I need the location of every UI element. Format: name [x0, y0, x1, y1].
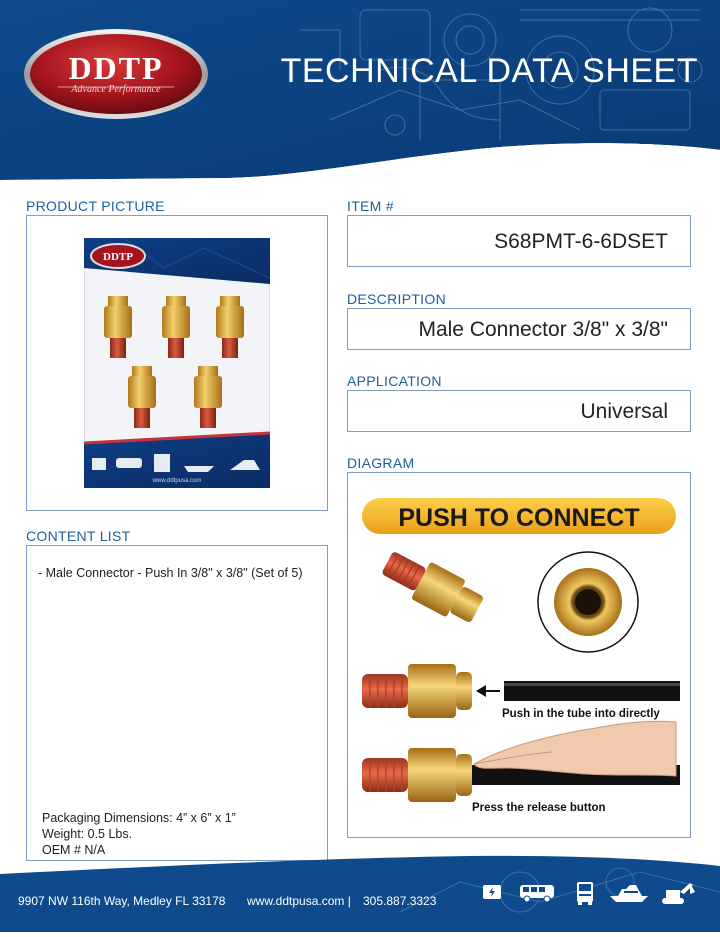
truck-icon [574, 880, 596, 906]
logo-subtext: Advance Performance [71, 84, 161, 95]
content-list-label: CONTENT LIST [26, 528, 131, 544]
description-label: DESCRIPTION [347, 291, 446, 307]
yacht-icon [608, 884, 650, 904]
logo-text: DDTP [68, 50, 164, 86]
generator-icon [480, 880, 504, 904]
oem-number: OEM # N/A [42, 843, 106, 857]
packaging-dimensions: Packaging Dimensions: 4” x 6” x 1” [42, 811, 236, 825]
application-value: Universal [347, 390, 691, 432]
footer-phone[interactable]: 305.887.3323 [363, 894, 437, 908]
diagram-banner-text: PUSH TO CONNECT [398, 504, 640, 532]
footer-address: 9907 NW 116th Way, Medley FL 33178 [18, 894, 226, 908]
bag-website: www.ddtpusa.com [152, 478, 202, 484]
item-label: ITEM # [347, 198, 394, 214]
excavator-icon [660, 880, 696, 906]
application-label: APPLICATION [347, 373, 442, 389]
bus-icon [518, 882, 556, 904]
push-caption: Push in the tube into directly [502, 708, 660, 720]
release-caption: Press the release button [472, 802, 606, 814]
weight: Weight: 0.5 Lbs. [42, 827, 133, 841]
item-number-value: S68PMT-6-6DSET [347, 215, 691, 267]
footer-website[interactable]: www.ddtpusa.com | [247, 894, 351, 908]
content-list-item: - Male Connector - Push In 3/8" x 3/8" (Set of 5) [38, 566, 303, 580]
bag-logo-text: DDTP [103, 251, 133, 263]
description-value: Male Connector 3/8" x 3/8" [347, 308, 691, 350]
diagram-label: DIAGRAM [347, 455, 415, 471]
page-title: TECHNICAL DATA SHEET [280, 52, 698, 90]
push-to-connect-diagram [356, 484, 684, 830]
product-image [84, 238, 270, 488]
product-picture-label: PRODUCT PICTURE [26, 198, 165, 214]
